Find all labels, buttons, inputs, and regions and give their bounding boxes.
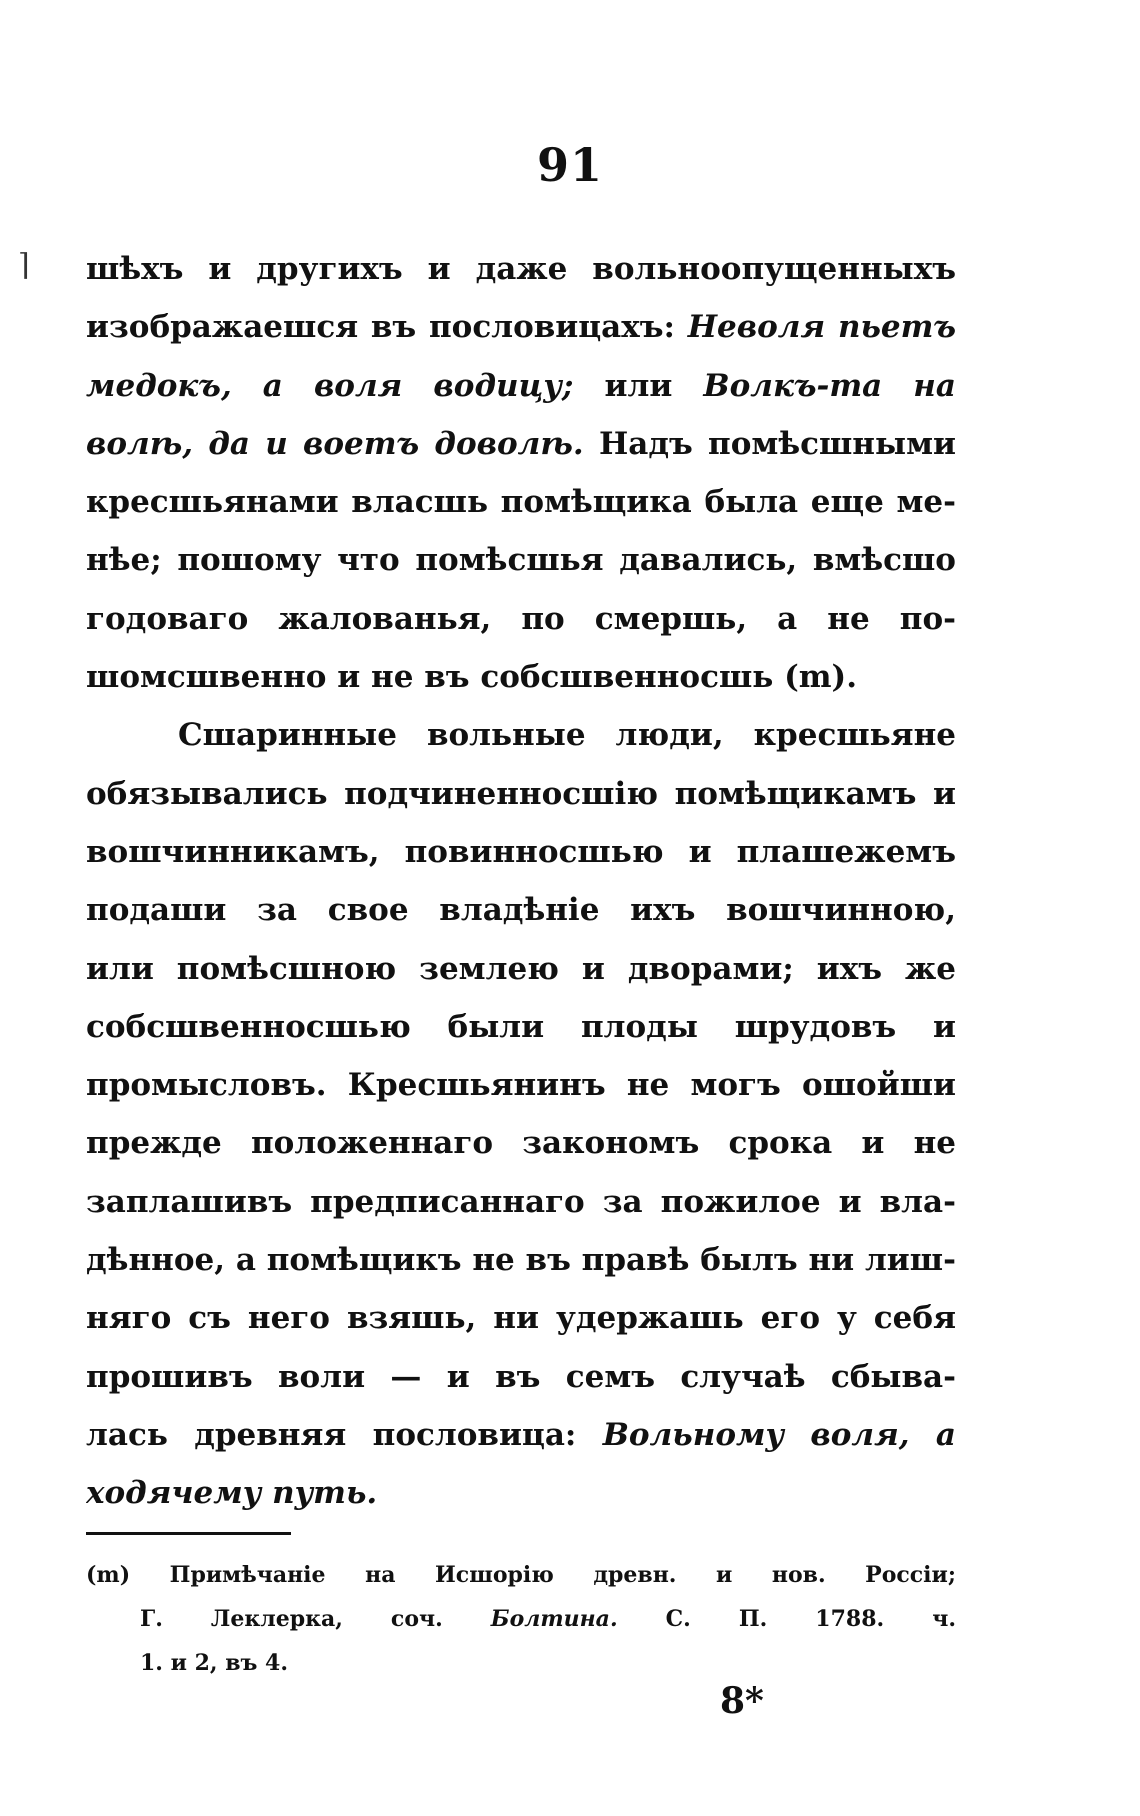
footnote-line: 1. и 2, въ 4. bbox=[140, 1650, 289, 1676]
text-line: собсшвенносшью были плоды шрудовъ и bbox=[86, 1008, 956, 1045]
italic-proverb: Волкъ-та на bbox=[703, 367, 956, 404]
text-line: годоваго жалованья, по смершь, а не по- bbox=[86, 600, 956, 637]
footnote bbox=[86, 1553, 956, 1685]
text-line: кресшьянами власшь помѣщика была еще ме- bbox=[86, 484, 956, 521]
signature-mark: 8* bbox=[720, 1680, 764, 1722]
italic-proverb: медокъ, а воля водицу; bbox=[86, 367, 574, 404]
footnote-divider bbox=[86, 1532, 291, 1535]
text-line: пpошивъ воли — и въ семъ случаѣ сбыва- bbox=[86, 1358, 956, 1395]
main-text bbox=[86, 240, 956, 1523]
text-line: промысловъ. Кресшьянинъ не могъ ошойши bbox=[86, 1067, 956, 1104]
italic-proverb: Вольному воля, а bbox=[602, 1416, 956, 1453]
text-line: заплашивъ предписаннаго за пожилое и вла- bbox=[86, 1183, 956, 1220]
page-number: 91 bbox=[536, 138, 603, 192]
text-line: обязывались подчиненносшію помѣщикамъ и bbox=[86, 775, 956, 812]
footnote-marker: (m) bbox=[86, 1562, 131, 1588]
text-line: шомсшвенно и не въ собсшвенносшь (m). bbox=[86, 659, 858, 696]
text-line: вошчинникамъ, повинносшью и плашежемъ bbox=[86, 833, 956, 870]
italic-proverb: волѣ, да и воетъ доволѣ. bbox=[86, 425, 584, 462]
italic-proverb: Неволя пьетъ bbox=[687, 309, 956, 346]
italic-proverb: ходячему путь. bbox=[86, 1475, 378, 1512]
footnote-line: (m) Примѣчаніе на Исшорію древн. и нов. Россіи; bbox=[86, 1562, 956, 1588]
text-line: изображаешся въ пословицахъ: Неволя пьетъ bbox=[86, 309, 956, 346]
text-line: няго съ него взяшь, ни удержашь его у себя bbox=[86, 1300, 956, 1337]
text-line: волѣ, да и воетъ доволѣ. Надъ помѣсшными bbox=[86, 425, 956, 462]
text-line: Сшаринные вольные люди, кресшьяне bbox=[178, 717, 956, 754]
footnote-line: Г. Леклерка, соч. Болтина. С. П. 1788. ч. bbox=[140, 1606, 956, 1632]
text-line: нѣе; пошому что помѣсшья давались, вмѣсшо bbox=[86, 542, 956, 579]
text-line: медокъ, а воля водицу; или Волкъ-та на bbox=[86, 367, 956, 404]
text-line: прежде положеннаго закономъ срока и не bbox=[86, 1125, 956, 1162]
text-line: лась древняя пословица: Вольному воля, а bbox=[86, 1416, 956, 1453]
text-line: дѣнное, а помѣщикъ не въ правѣ былъ ни лиш- bbox=[86, 1242, 956, 1279]
text-line: подаши за свое владѣніе ихъ вошчинною, bbox=[86, 892, 956, 929]
margin-bracket-mark: ⌉ bbox=[18, 248, 30, 283]
text-line bbox=[86, 1464, 956, 1522]
text-line: или помѣсшною землею и дворами; ихъ же bbox=[86, 950, 956, 987]
text-line: шѣхъ и другихъ и даже вольноопущенныхъ bbox=[86, 251, 956, 287]
